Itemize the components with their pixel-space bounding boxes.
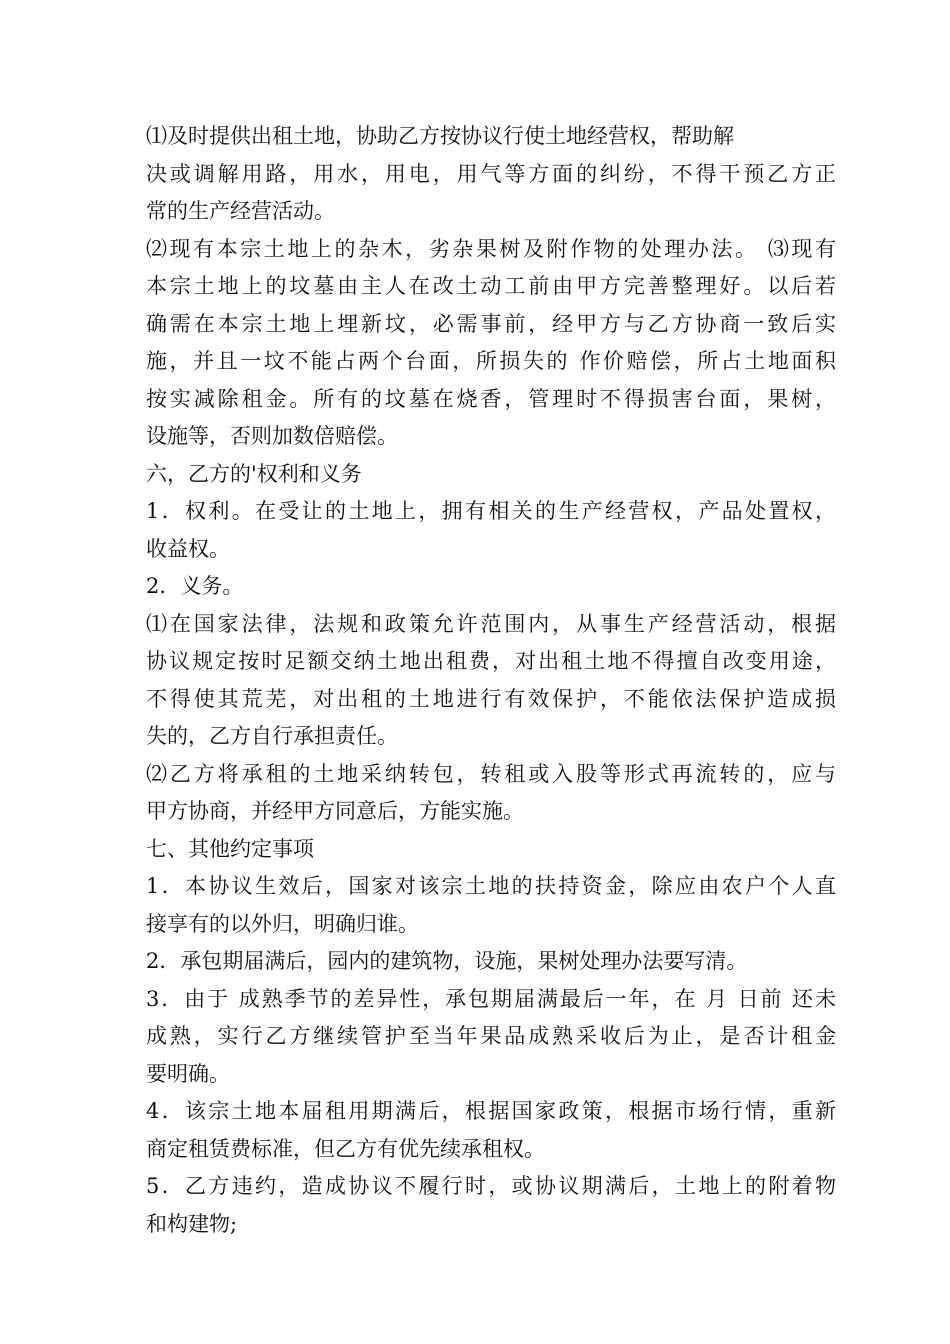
text-line: 不得使其荒芜，对出租的土地进行有效保护，不能依法保护造成损 (146, 686, 836, 711)
text-line: 2．承包期届满后，园内的建筑物，设施，果树处理办法要写清。 (146, 949, 748, 973)
text-line: 六，乙方的'权利和义务 (146, 461, 362, 486)
text-line: ⑴及时提供出租土地，协助乙方按协议行使土地经营权，帮助解 (146, 124, 734, 148)
text-line: ⑴在国家法律，法规和政策允许范围内，从事生产经营活动，根据 (146, 611, 836, 636)
text-line: 确需在本宗土地上埋新坟，必需事前，经甲方与乙方协商一致后实 (146, 311, 836, 336)
text-line: 2．义务。 (146, 574, 244, 598)
text-line: 和构建物; (146, 1211, 238, 1236)
text-line: 失的，乙方自行承担责任。 (146, 724, 398, 748)
text-line: 按实减除租金。所有的坟墓在烧香，管理时不得损害台面，果树， (146, 386, 836, 411)
text-line: 4．该宗土地本届租用期满后，根据国家政策，根据市场行情，重新 (146, 1099, 836, 1123)
text-line: 决或调解用路，用水，用电，用气等方面的纠纷，不得干预乙方正 (146, 161, 836, 186)
text-line: 1．权利。在受让的土地上，拥有相关的生产经营权，产品处置权， (146, 499, 836, 523)
text-line: 甲方协商，并经甲方同意后，方能实施。 (146, 799, 524, 823)
text-line: ⑵现有本宗土地上的杂木，劣杂果树及附作物的处理办法。 ⑶现有 (146, 236, 836, 261)
text-line: 本宗土地上的坟墓由主人在改土动工前由甲方完善整理好。以后若 (146, 274, 836, 298)
text-line: 商定租赁费标准，但乙方有优先续承租权。 (146, 1136, 545, 1161)
text-line: 常的生产经营活动。 (146, 199, 335, 223)
text-line: ⑵乙方将承租的土地采纳转包，转租或入股等形式再流转的，应与 (146, 761, 836, 786)
text-line: 5．乙方违约，造成协议不履行时，或协议期满后，土地上的附着物 (146, 1174, 836, 1198)
text-line: 成熟，实行乙方继续管护至当年果品成熟采收后为止，是否计租金 (146, 1024, 836, 1048)
text-line: 要明确。 (146, 1061, 230, 1086)
text-line: 收益权。 (146, 536, 230, 561)
text-line: 施，并且一坟不能占两个台面，所损失的 作价赔偿，所占土地面积 (146, 349, 836, 373)
text-line: 七、其他约定事项 (146, 836, 314, 861)
document-body (146, 118, 836, 1243)
text-line: 接享有的以外归，明确归谁。 (146, 911, 419, 936)
text-line: 1．本协议生效后，国家对该宗土地的扶持资金，除应由农户个人直 (146, 874, 836, 898)
text-line: 3．由于 成熟季节的差异性，承包期届满最后一年，在 月 日前 还未 (146, 986, 836, 1011)
text-line: 设施等，否则加数倍赔偿。 (146, 424, 398, 448)
text-line: 协议规定按时足额交纳土地出租费，对出租土地不得擅自改变用途， (146, 649, 836, 673)
